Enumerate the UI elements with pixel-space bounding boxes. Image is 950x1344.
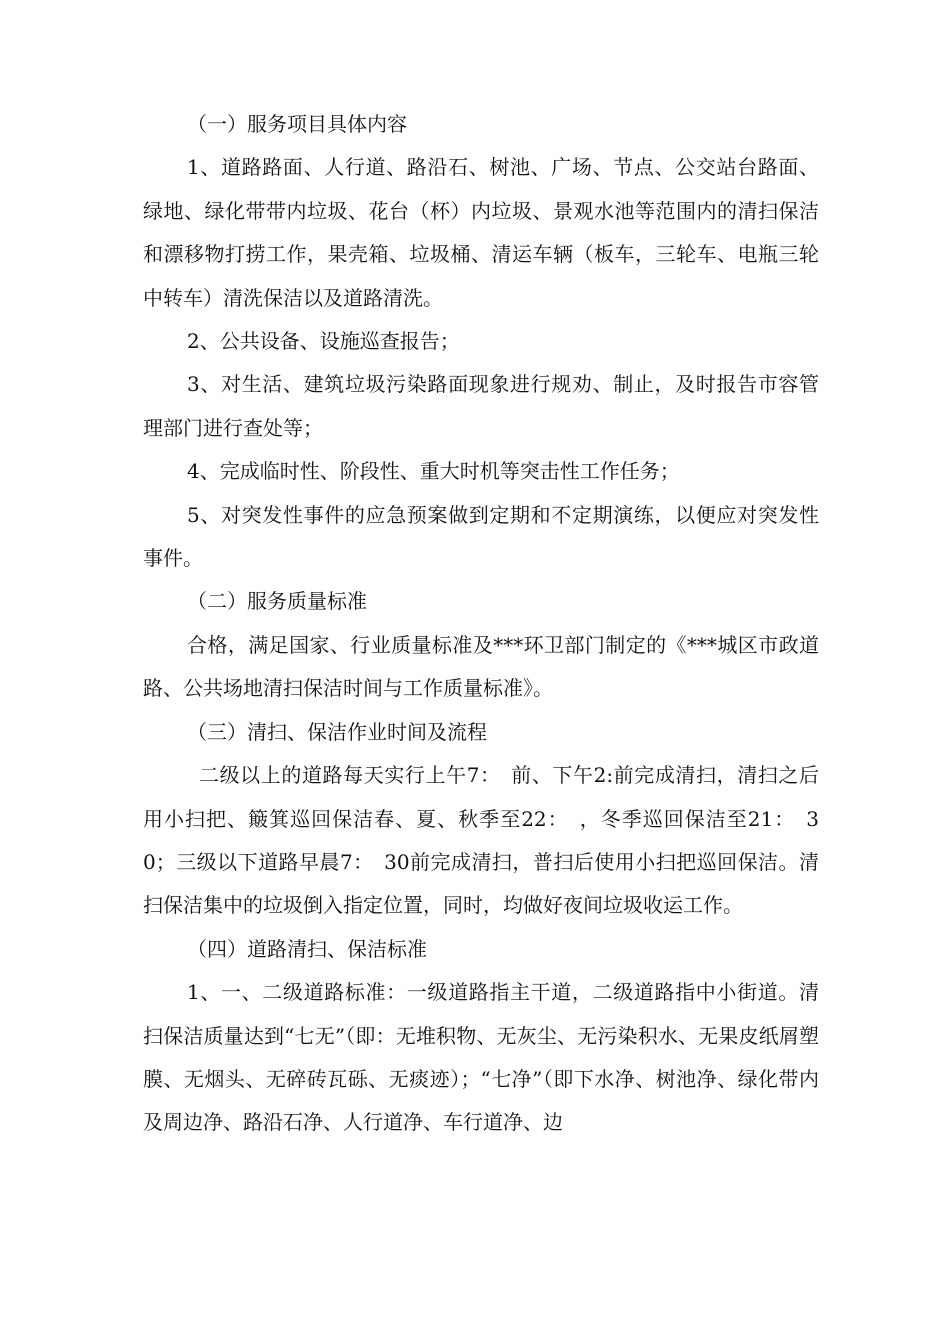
paragraph-item-3: 3、对生活、建筑垃圾污染路面现象进行规劝、制止，及时报告市容管理部门进行查处等； (143, 372, 819, 440)
paragraph-road-standard: 1、一、二级道路标准：一级道路指主干道，二级道路指中小街道。清扫保洁质量达到“七无”（即：无堆积物、无灰尘、无污染积水、无果皮纸屑塑膜、无烟头、无碎砖瓦砾、无痰迹）；“七净”（即下水净、树池净、绿化带内及周边净、路沿石净、人行道净、车行道净、边 (143, 980, 819, 1135)
paragraph-item-2: 2、公共设备、设施巡查报告； (187, 329, 460, 354)
document-body (143, 103, 819, 1145)
paragraph-work-schedule: 二级以上的道路每天实行上午7： 前、下午2:前完成清扫，清扫之后用小扫把、簸箕巡回保洁春、夏、秋季至22： ，冬季巡回保洁至21： 30；三级以下道路早晨7： 30前完成清扫，普扫后使用小扫把巡回保洁。清扫保洁集中的垃圾倒入指定位置，同时，均做好夜间垃圾收运工作。 (143, 763, 819, 918)
paragraph-quality-standard: 合格，满足国家、行业质量标准及***环卫部门制定的《***城区市政道路、公共场地清扫保洁时间与工作质量标准》。 (143, 632, 819, 701)
paragraph-item-1: 1、道路路面、人行道、路沿石、树池、广场、节点、公交站台路面、绿地、绿化带带内垃圾、花台（杯）内垃圾、景观水池等范围内的清扫保洁和漂移物打捞工作，果壳箱、垃圾桶、清运车辆（板车，三轮车、电瓶三轮中转车）清洗保洁以及道路清洗。 (143, 155, 819, 310)
section-heading-4: （四）道路清扫、保洁标准 (187, 936, 427, 961)
section-heading-1: （一）服务项目具体内容 (187, 112, 407, 136)
section-heading-3: （三）清扫、保洁作业时间及流程 (187, 719, 487, 744)
section-heading-2: （二）服务质量标准 (187, 589, 367, 614)
paragraph-item-4: 4、完成临时性、阶段性、重大时机等突击性工作任务； (187, 459, 680, 484)
paragraph-item-5: 5、对突发性事件的应急预案做到定期和不定期演练，以便应对突发性事件。 (143, 502, 819, 571)
